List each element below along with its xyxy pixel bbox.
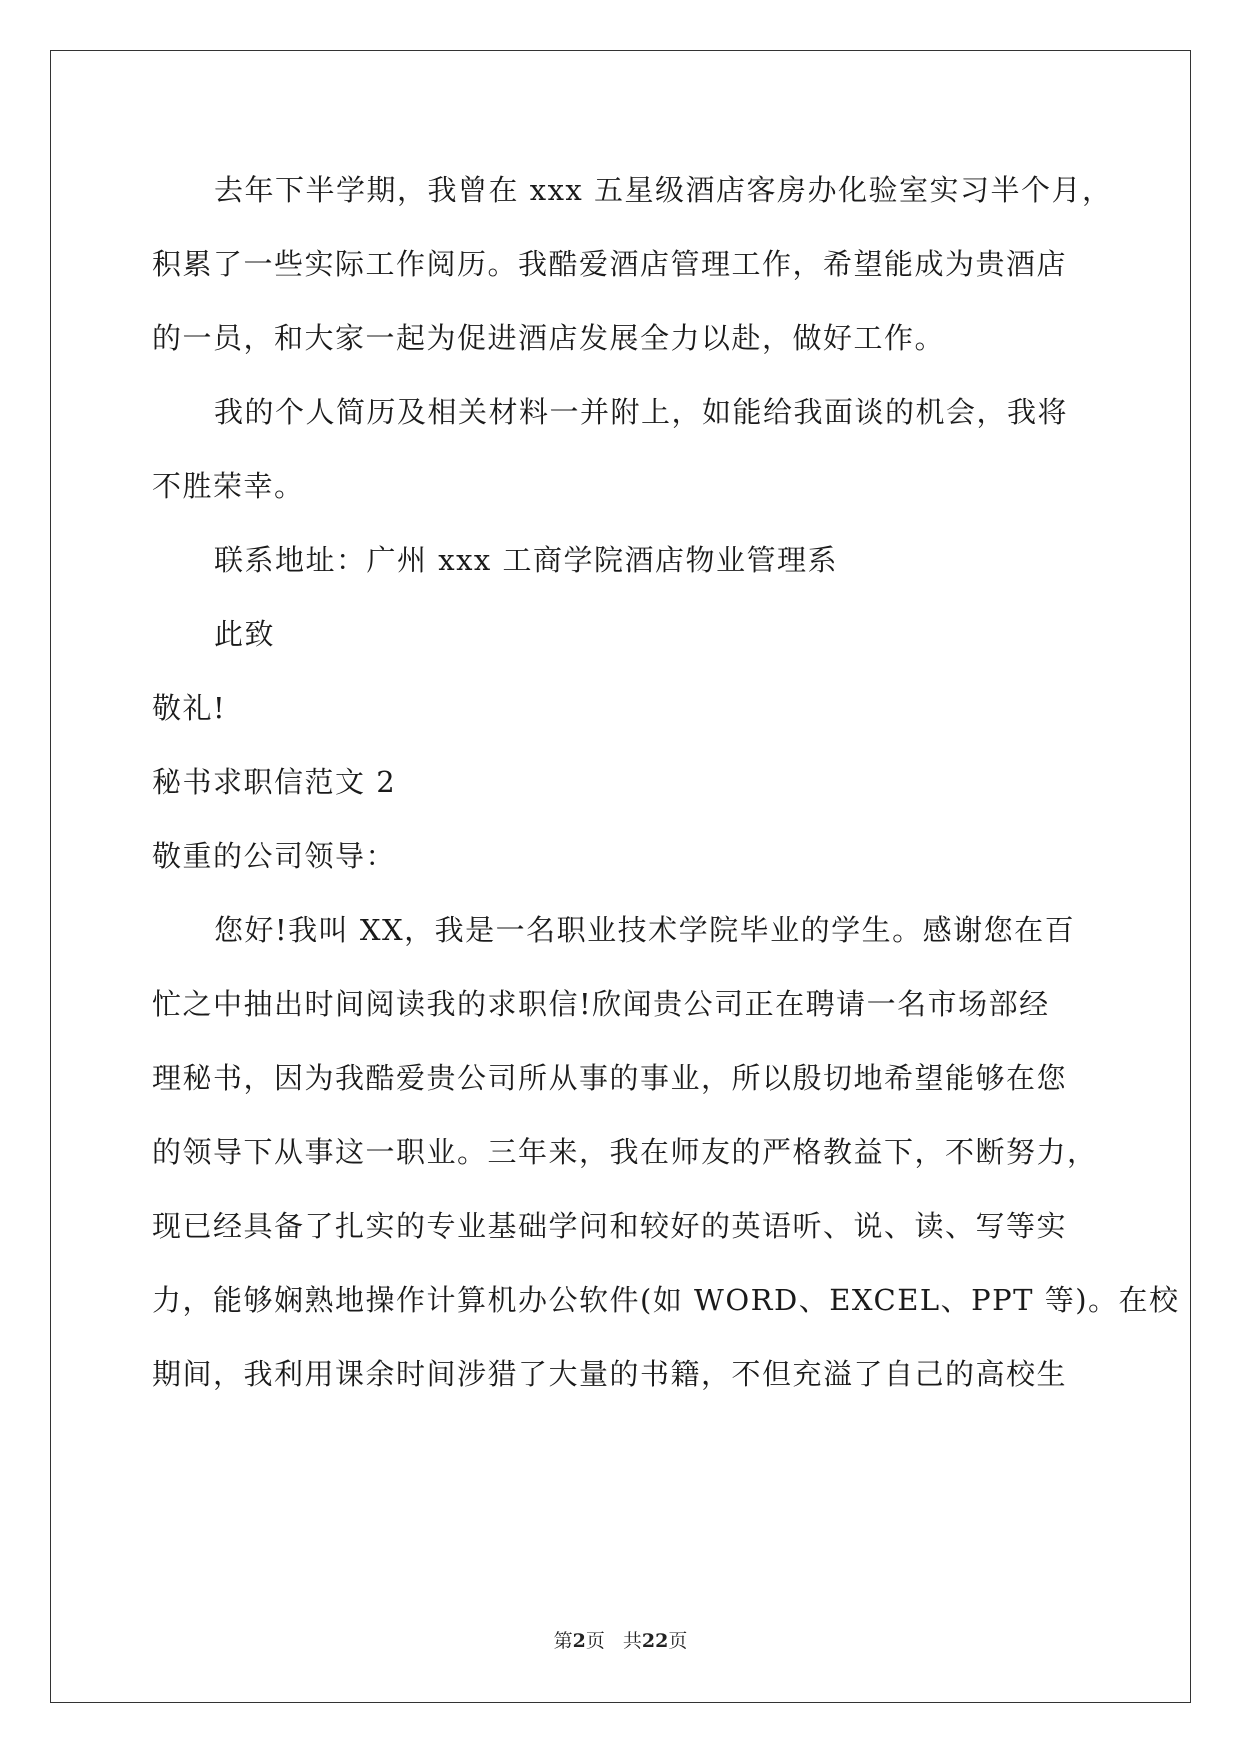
text-line: 我的个人简历及相关材料一并附上，如能给我面谈的机会，我将 xyxy=(214,395,1069,429)
page-suffix: 页 xyxy=(585,1630,605,1652)
total-suffix: 页 xyxy=(668,1630,688,1652)
total-prefix: 共 xyxy=(622,1630,642,1652)
text-line: 您好!我叫 XX，我是一名职业技术学院毕业的学生。感谢您在百 xyxy=(214,913,1076,947)
page-footer xyxy=(0,1629,1241,1653)
page-total: 22 xyxy=(641,1630,669,1652)
text-line: 理秘书，因为我酷爱贵公司所从事的事业，所以殷切地希望能够在您 xyxy=(152,1061,1068,1095)
page-current: 2 xyxy=(572,1630,586,1652)
greeting-line: 敬重的公司领导： xyxy=(152,839,397,873)
text-line: 现已经具备了扎实的专业基础学问和较好的英语听、说、读、写等实 xyxy=(152,1209,1068,1243)
page-border xyxy=(50,50,1191,1703)
text-line: 去年下半学期，我曾在 xxx 五星级酒店客房办化验室实习半个月， xyxy=(214,173,1113,207)
text-line: 的一员，和大家一起为促进酒店发展全力以赴，做好工作。 xyxy=(152,321,946,355)
text-line: 忙之中抽出时间阅读我的求职信!欣闻贵公司正在聘请一名市场部经 xyxy=(152,987,1050,1021)
page-prefix: 第 xyxy=(553,1630,573,1652)
text-line: 力，能够娴熟地操作计算机办公软件(如 WORD、EXCEL、PPT 等)。在校 xyxy=(152,1283,1180,1317)
text-line: 积累了一些实际工作阅历。我酷爱酒店管理工作，希望能成为贵酒店 xyxy=(152,247,1068,281)
contact-address-line: 联系地址：广州 xxx 工商学院酒店物业管理系 xyxy=(214,543,839,577)
text-line: 期间，我利用课余时间涉猎了大量的书籍，不但充溢了自己的高校生 xyxy=(152,1357,1068,1391)
closing-line: 此致 xyxy=(214,617,276,651)
section-heading: 秘书求职信范文 2 xyxy=(152,765,397,799)
text-line: 的领导下从事这一职业。三年来，我在师友的严格教益下，不断努力， xyxy=(152,1135,1098,1169)
salutation-line: 敬礼! xyxy=(152,691,227,725)
text-line: 不胜荣幸。 xyxy=(152,469,305,503)
